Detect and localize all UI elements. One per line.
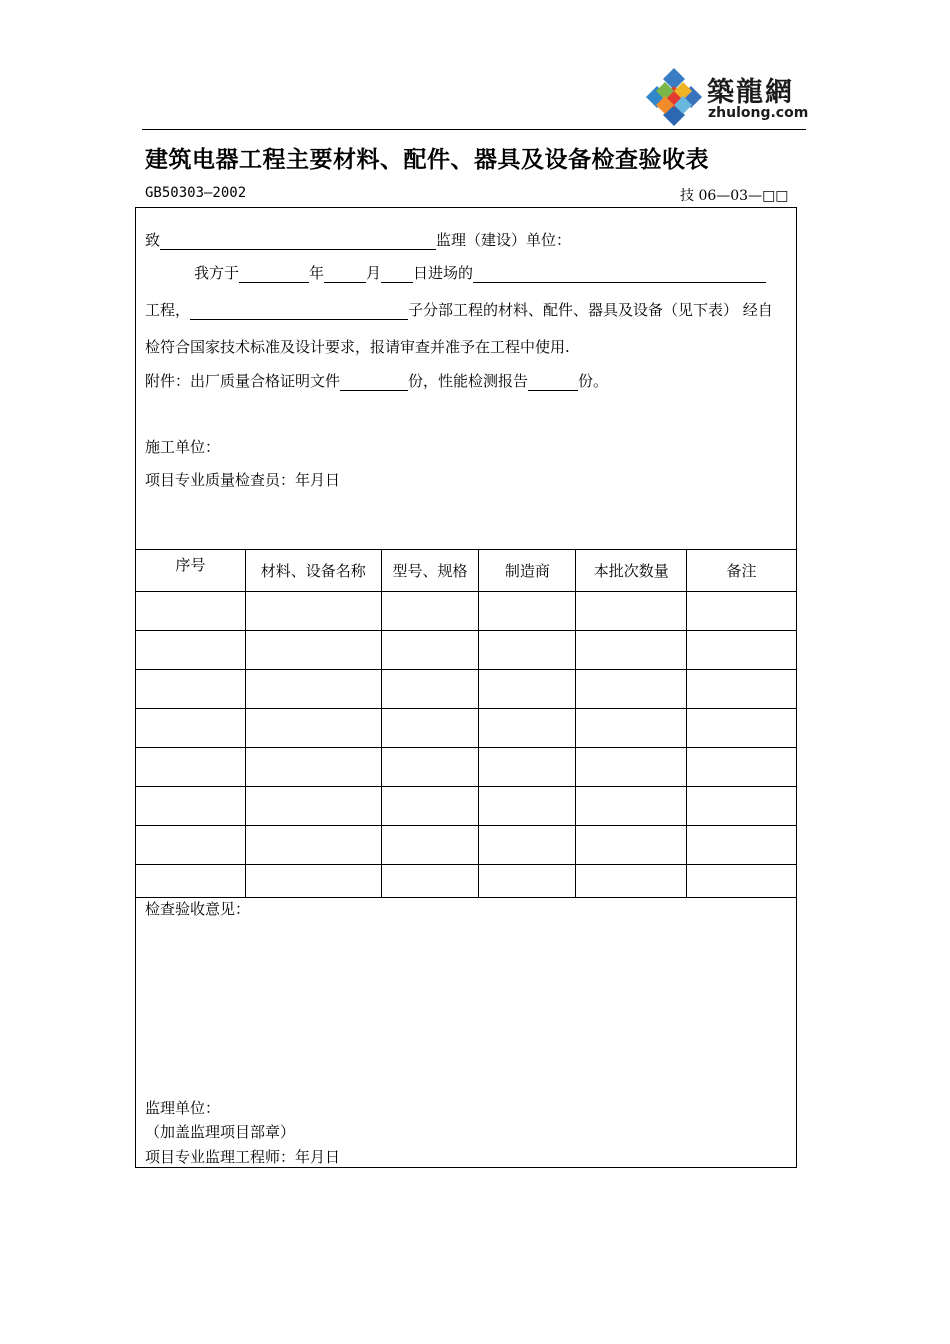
table-cell[interactable]	[479, 787, 576, 826]
table-cell[interactable]	[576, 631, 687, 670]
inspector-label: 项目专业质量检查员：年月日	[145, 471, 341, 489]
column-header: 型号、规格	[381, 550, 479, 592]
table-cell[interactable]	[245, 709, 381, 748]
text-report: 份，性能检测报告	[408, 372, 529, 390]
logo-name: 築龍網	[707, 77, 794, 108]
table-cell[interactable]	[381, 670, 479, 709]
table-cell[interactable]	[576, 592, 687, 631]
to-line	[145, 229, 571, 250]
table-cell[interactable]	[136, 748, 246, 787]
table-row	[136, 709, 797, 748]
column-header: 制造商	[479, 550, 576, 592]
table-cell[interactable]	[576, 826, 687, 865]
table-cell[interactable]	[576, 670, 687, 709]
table-row	[136, 748, 797, 787]
column-header: 材料、设备名称	[245, 550, 381, 592]
form-code: 技 06—03—□□	[680, 188, 789, 204]
text-copies: 份。	[578, 372, 609, 390]
table-cell[interactable]	[687, 631, 797, 670]
to-prefix: 致	[145, 231, 161, 249]
table-cell[interactable]	[136, 709, 246, 748]
supervisor-label: 监理单位：	[145, 1099, 221, 1117]
table-cell[interactable]	[245, 748, 381, 787]
table-cell[interactable]	[687, 826, 797, 865]
text-year: 年	[309, 264, 325, 282]
table-cell[interactable]	[245, 787, 381, 826]
engineer-label: 项目专业监理工程师：年月日	[145, 1148, 341, 1166]
project-blank[interactable]	[473, 265, 766, 283]
table-row	[136, 865, 797, 898]
page-title: 建筑电器工程主要材料、配件、器具及设备检查验收表	[145, 147, 709, 173]
table-cell[interactable]	[687, 787, 797, 826]
table-cell[interactable]	[381, 826, 479, 865]
table-cell[interactable]	[136, 631, 246, 670]
recipient-blank[interactable]	[160, 232, 436, 250]
table-cell[interactable]	[136, 865, 246, 898]
table-row	[136, 631, 797, 670]
subproject-blank[interactable]	[190, 302, 408, 320]
table-row	[136, 592, 797, 631]
table-cell[interactable]	[687, 592, 797, 631]
column-header: 备注	[687, 550, 797, 592]
table-cell[interactable]	[479, 748, 576, 787]
entry-date-line	[194, 262, 766, 283]
table-cell[interactable]	[479, 709, 576, 748]
month-blank[interactable]	[324, 265, 366, 283]
contractor-label: 施工单位：	[145, 438, 221, 456]
zhulong-logo	[644, 66, 809, 128]
table-cell[interactable]	[576, 709, 687, 748]
table-cell[interactable]	[687, 670, 797, 709]
table-cell[interactable]	[479, 631, 576, 670]
table-cell[interactable]	[136, 592, 246, 631]
project-line	[145, 299, 773, 320]
standard-code: GB50303—2002	[145, 185, 247, 201]
column-header: 序号	[136, 550, 246, 592]
table-cell[interactable]	[136, 826, 246, 865]
table-cell[interactable]	[136, 787, 246, 826]
to-suffix: 监理（建设）单位：	[436, 231, 572, 249]
seal-note: （加盖监理项目部章）	[145, 1123, 296, 1141]
table-cell[interactable]	[245, 592, 381, 631]
table-cell[interactable]	[245, 670, 381, 709]
table-row	[136, 787, 797, 826]
text-subproject-desc: 子分部工程的材料、配件、器具及设备（见下表） 经自	[408, 301, 773, 319]
text-project: 工程，	[145, 301, 191, 319]
table-row	[136, 826, 797, 865]
table-header-row	[136, 550, 797, 592]
report-count-blank[interactable]	[528, 373, 578, 391]
table-cell[interactable]	[576, 748, 687, 787]
table-cell[interactable]	[687, 748, 797, 787]
header-rule	[142, 129, 806, 130]
table-cell[interactable]	[136, 670, 246, 709]
text-certificate: 附件：出厂质量合格证明文件	[145, 372, 341, 390]
text-i-on: 我方于	[194, 264, 240, 282]
year-blank[interactable]	[239, 265, 309, 283]
table-cell[interactable]	[381, 865, 479, 898]
day-blank[interactable]	[381, 265, 413, 283]
column-header: 本批次数量	[576, 550, 687, 592]
text-month: 月	[366, 264, 382, 282]
zhulong-logo-icon	[644, 66, 704, 128]
table-cell[interactable]	[479, 592, 576, 631]
text-day-entered: 日进场的	[413, 264, 474, 282]
materials-table	[135, 549, 797, 898]
table-cell[interactable]	[245, 865, 381, 898]
attachment-line	[145, 370, 608, 391]
table-cell[interactable]	[245, 826, 381, 865]
table-cell[interactable]	[381, 748, 479, 787]
table-cell[interactable]	[381, 709, 479, 748]
table-cell[interactable]	[576, 787, 687, 826]
table-cell[interactable]	[381, 631, 479, 670]
table-cell[interactable]	[479, 826, 576, 865]
table-cell[interactable]	[479, 670, 576, 709]
table-cell[interactable]	[687, 709, 797, 748]
table-row	[136, 670, 797, 709]
table-cell[interactable]	[381, 592, 479, 631]
compliance-line: 检符合国家技术标准及设计要求，报请审查并准予在工程中使用.	[145, 338, 570, 356]
table-cell[interactable]	[687, 865, 797, 898]
table-cell[interactable]	[381, 787, 479, 826]
certificate-count-blank[interactable]	[340, 373, 408, 391]
logo-url: zhulong.com	[708, 105, 809, 121]
table-cell[interactable]	[479, 865, 576, 898]
table-cell[interactable]	[245, 631, 381, 670]
table-cell[interactable]	[576, 865, 687, 898]
opinion-label: 检查验收意见：	[145, 900, 251, 918]
